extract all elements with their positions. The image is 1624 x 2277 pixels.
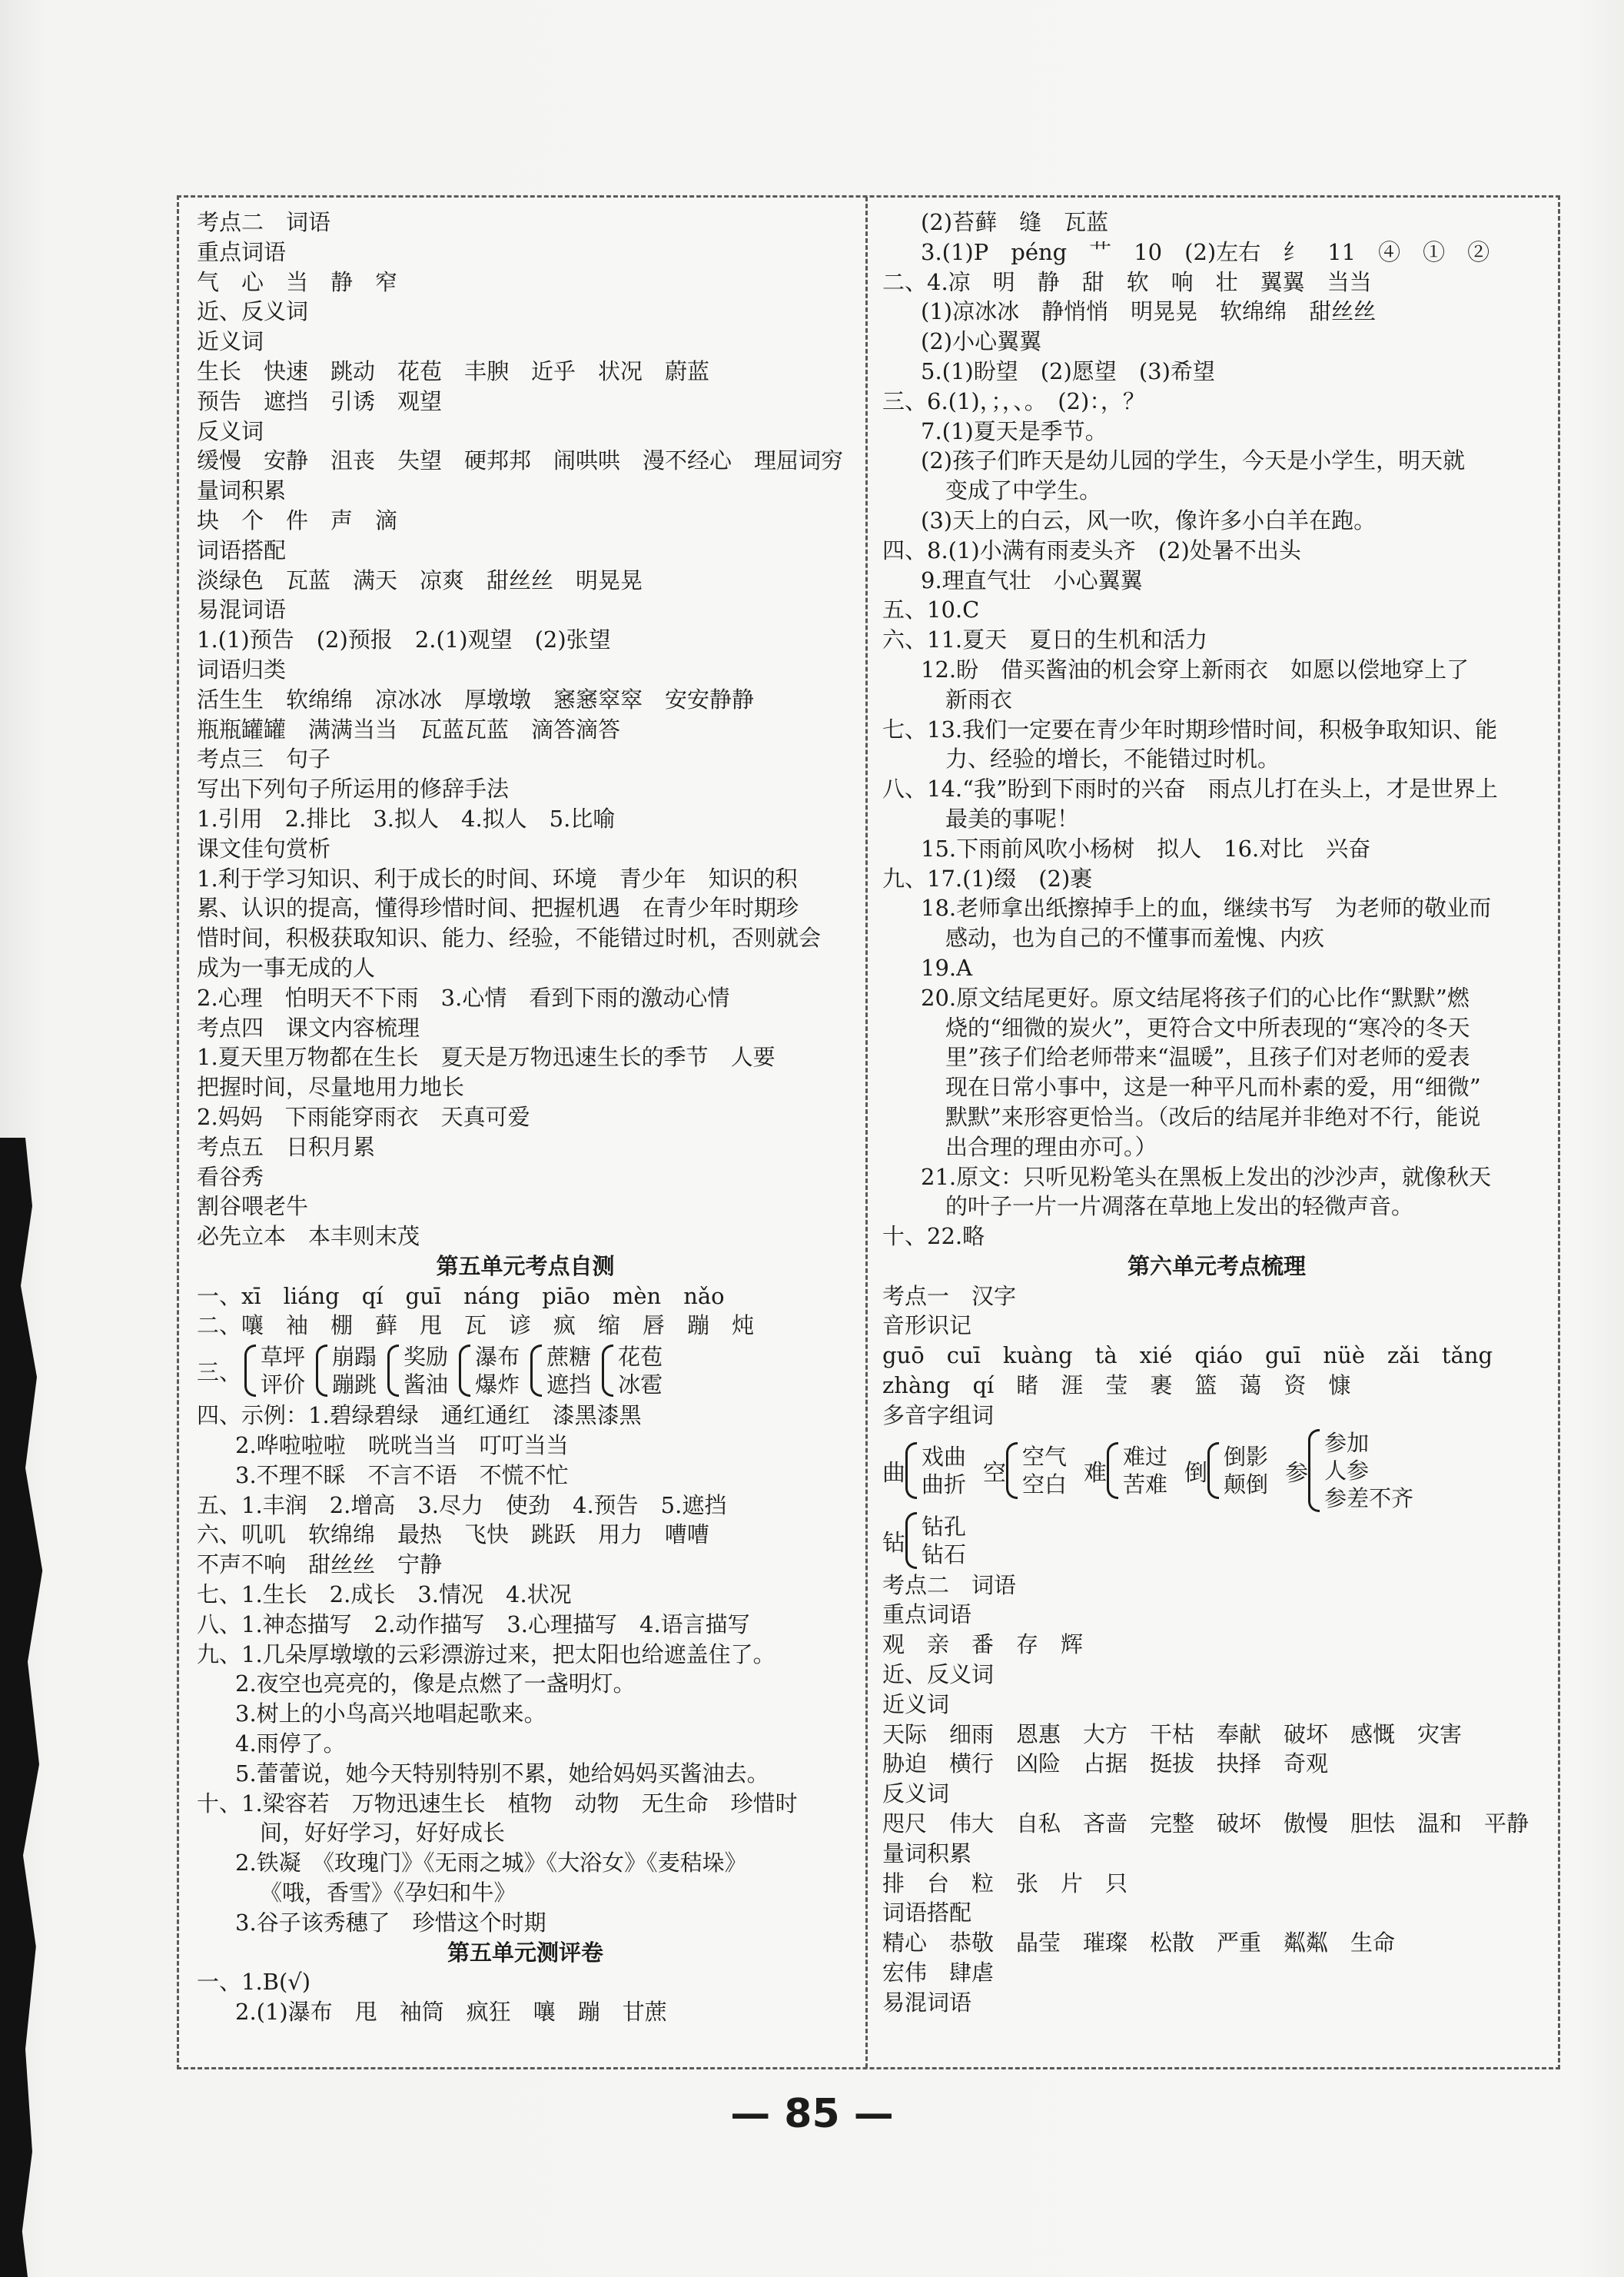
text-line: 咫尺 伟大 自私 吝啬 完整 破坏 傲慢 胆怯 温和 平静 bbox=[882, 1810, 1529, 1837]
text-line: 21.原文：只听见粉笔头在黑板上发出的沙沙声，就像秋天 bbox=[921, 1163, 1492, 1190]
polyphone-group bbox=[1084, 1442, 1167, 1499]
text-line: 2.哗啦啦啦 咣咣当当 叮叮当当 bbox=[235, 1432, 569, 1459]
column-divider bbox=[865, 197, 868, 2068]
text-line: 排 台 粒 张 片 只 bbox=[882, 1870, 1128, 1896]
text-line: 天际 细雨 恩惠 大方 干枯 奉献 破坏 感慨 灾害 bbox=[882, 1720, 1463, 1747]
brace-icon bbox=[1107, 1442, 1118, 1499]
polyphone-group bbox=[983, 1442, 1067, 1499]
pair-word: 奖励 bbox=[404, 1344, 449, 1371]
polyphone-word: 难过 bbox=[1123, 1443, 1168, 1470]
text-line: 18.老师拿出纸擦掉手上的血，继续书写 为老师的敬业而 bbox=[921, 895, 1492, 922]
text-line: 六、11.夏天 夏日的生机和活力 bbox=[882, 627, 1208, 653]
text-line: 五、10.C bbox=[882, 597, 980, 623]
polyphone-word: 空气 bbox=[1022, 1443, 1068, 1470]
polyphone-group bbox=[1184, 1442, 1268, 1499]
pair-word: 酱油 bbox=[404, 1371, 449, 1398]
section-title: 第五单元考点自测 bbox=[436, 1252, 615, 1279]
text-line: 必先立本 本丰则末茂 bbox=[197, 1223, 420, 1250]
pair-word: 蔗糖 bbox=[546, 1344, 592, 1371]
text-line: 考点三 句子 bbox=[197, 746, 331, 773]
pair-word: 蹦跳 bbox=[332, 1371, 377, 1398]
polyphone-char: 倒 bbox=[1184, 1459, 1208, 1487]
brace-icon bbox=[905, 1442, 917, 1499]
text-line: 新雨衣 bbox=[945, 686, 1013, 713]
pair-word: 草坪 bbox=[261, 1344, 306, 1371]
text-line: 反义词 bbox=[197, 417, 264, 444]
section-title: 第六单元考点梳理 bbox=[1127, 1252, 1306, 1279]
text-line: guō cuī kuàng tà xié qiáo guī nüè zǎi tǎng bbox=[882, 1342, 1493, 1369]
polyphone-word: 苦难 bbox=[1123, 1471, 1168, 1498]
text-line: 淡绿色 瓦蓝 满天 凉爽 甜丝丝 明晃晃 bbox=[197, 567, 643, 593]
text-line: 九、17.(1)缀 (2)裹 bbox=[882, 865, 1093, 892]
pair-word: 瀑布 bbox=[475, 1344, 520, 1371]
brace-icon bbox=[602, 1345, 613, 1397]
text-line: 二、嚷 袖 棚 藓 甩 瓦 谚 疯 缩 唇 蹦 炖 bbox=[197, 1312, 755, 1339]
brace-pairs-row bbox=[197, 1341, 854, 1401]
text-line: 十、1.梁容若 万物迅速生长 植物 动物 无生命 珍惜时 bbox=[197, 1790, 798, 1817]
text-line: 成为一事无成的人 bbox=[197, 954, 376, 981]
text-line: 一、1.B(√) bbox=[197, 1969, 311, 1996]
text-line: (2)孩子们昨天是幼儿园的学生，今天是小学生，明天就 bbox=[921, 447, 1466, 474]
text-line: 宏伟 肆虐 bbox=[882, 1960, 995, 1986]
polyphone-word: 人参 bbox=[1324, 1457, 1370, 1484]
text-line: 3.不理不睬 不言不语 不慌不忙 bbox=[235, 1461, 569, 1488]
text-line: 六、叽叽 软绵绵 最热 飞快 跳跃 用力 嘈嘈 bbox=[197, 1521, 710, 1548]
brace-icon bbox=[387, 1345, 399, 1397]
polyphone-group bbox=[1285, 1429, 1413, 1512]
text-line: 胁迫 横行 凶险 占据 挺拔 抉择 奇观 bbox=[882, 1750, 1329, 1777]
left-column bbox=[197, 208, 854, 2027]
text-line: 2.妈妈 下雨能穿雨衣 天真可爱 bbox=[197, 1103, 530, 1130]
text-line: 《哦，香雪》《孕妇和牛》 bbox=[260, 1880, 516, 1906]
text-line: 12.盼 借买酱油的机会穿上新雨衣 如愿以偿地穿上了 bbox=[921, 656, 1470, 683]
word-pair-group bbox=[459, 1343, 520, 1398]
polyphone-row bbox=[882, 1431, 1551, 1511]
text-line: 3.树上的小鸟高兴地唱起歌来。 bbox=[235, 1700, 546, 1727]
polyphone-word: 曲折 bbox=[922, 1471, 967, 1498]
polyphone-word: 钻石 bbox=[922, 1541, 967, 1567]
text-line: 20.原文结尾更好。原文结尾将孩子们的心比作“默默”燃 bbox=[921, 984, 1470, 1011]
text-line: 3.谷子该秀穗了 珍惜这个时期 bbox=[235, 1909, 546, 1936]
polyphone-word: 空白 bbox=[1022, 1471, 1068, 1498]
text-line: 词语归类 bbox=[197, 656, 287, 683]
text-line: 19.A bbox=[921, 954, 973, 981]
text-line: 八、14.“我”盼到下雨时的兴奋 雨点儿打在头上，才是世界上 bbox=[882, 776, 1498, 803]
text-line: 考点一 汉字 bbox=[882, 1282, 1017, 1309]
text-line: 变成了中学生。 bbox=[945, 477, 1102, 504]
text-line: 量词积累 bbox=[882, 1840, 972, 1866]
pair-word: 花苞 bbox=[618, 1344, 663, 1371]
text-line: 重点词语 bbox=[197, 238, 287, 265]
text-line: 观 亲 番 存 辉 bbox=[882, 1631, 1084, 1658]
text-line: 八、1.神态描写 2.动作描写 3.心理描写 4.语言描写 bbox=[197, 1611, 750, 1637]
text-line: 考点五 日积月累 bbox=[197, 1133, 376, 1160]
polyphone-char: 空 bbox=[983, 1459, 1007, 1487]
text-line: 里”孩子们给老师带来“温暖”，且孩子们对老师的爱表 bbox=[945, 1044, 1470, 1071]
text-line: (2)苔藓 缝 瓦蓝 bbox=[921, 209, 1109, 235]
text-line: (2)小心翼翼 bbox=[921, 328, 1042, 355]
polyphone-word: 颠倒 bbox=[1224, 1471, 1269, 1498]
brace-icon bbox=[530, 1345, 542, 1397]
text-line: 词语搭配 bbox=[882, 1900, 972, 1926]
text-line: 重点词语 bbox=[882, 1601, 972, 1628]
word-pair-group bbox=[316, 1343, 377, 1398]
text-line: 力、经验的增长，不能错过时机。 bbox=[945, 746, 1280, 773]
polyphone-char: 难 bbox=[1084, 1459, 1108, 1487]
text-line: 7.(1)夏天是季节。 bbox=[921, 417, 1108, 444]
text-line: 烧的“细微的炭火”，更符合文中所表现的“寒冷的冬天 bbox=[945, 1014, 1470, 1041]
text-line: 2.心理 怕明天不下雨 3.心情 看到下雨的激动心情 bbox=[197, 984, 730, 1011]
pair-word: 遮挡 bbox=[546, 1371, 592, 1398]
unit6-review-answers-cont bbox=[882, 1571, 1551, 2018]
text-line: 近义词 bbox=[882, 1690, 950, 1717]
text-line: 多音字组词 bbox=[882, 1401, 995, 1428]
brace-icon bbox=[905, 1512, 917, 1569]
text-line: 四、示例：1.碧绿碧绿 通红通红 漆黑漆黑 bbox=[197, 1402, 642, 1429]
text-line: 现在日常小事中，这是一种平凡而朴素的爱，用“细微” bbox=[945, 1074, 1481, 1101]
text-line: 气 心 当 静 窄 bbox=[197, 268, 398, 295]
text-line: 间，好好学习，好好成长 bbox=[260, 1820, 506, 1847]
polyphone-group bbox=[882, 1442, 966, 1499]
text-line: 预告 遮挡 引诱 观望 bbox=[197, 387, 443, 414]
text-line: 精心 恭敬 晶莹 璀璨 松散 严重 粼粼 生命 bbox=[882, 1930, 1396, 1956]
text-line: 反义词 bbox=[882, 1780, 950, 1807]
text-line: 十、22.略 bbox=[882, 1223, 985, 1250]
text-line: 1.(1)预告 (2)预报 2.(1)观望 (2)张望 bbox=[197, 627, 611, 653]
text-line: 考点二 词语 bbox=[197, 209, 331, 235]
unit5-selftest-answers-cont bbox=[197, 1401, 854, 1937]
word-pair-group bbox=[602, 1343, 663, 1398]
text-line: 量词积累 bbox=[197, 477, 287, 504]
polyphone-group bbox=[882, 1512, 966, 1569]
text-line: (3)天上的白云，风一吹，像许多小白羊在跑。 bbox=[921, 507, 1377, 534]
text-line: 五、1.丰润 2.增高 3.尽力 使劲 4.预告 5.遮挡 bbox=[197, 1491, 727, 1518]
text-line: zhàng qí 睹 涯 莹 裹 篮 蔼 资 慷 bbox=[882, 1372, 1351, 1399]
text-line: 感动，也为自己的不懂事而羞愧、内疚 bbox=[945, 925, 1325, 952]
text-line: 写出下列句子所运用的修辞手法 bbox=[197, 776, 510, 803]
text-line: 累、认识的提高，懂得珍惜时间、把握机遇 在青少年时期珍 bbox=[197, 895, 799, 922]
text-line: 把握时间，尽量地用力地长 bbox=[197, 1074, 465, 1101]
polyphone-word: 参加 bbox=[1324, 1429, 1370, 1456]
text-line: 看谷秀 bbox=[197, 1163, 264, 1190]
text-line: 易混词语 bbox=[197, 597, 287, 623]
text-line: 瓶瓶罐罐 满满当当 瓦蓝瓦蓝 滴答滴答 bbox=[197, 716, 621, 743]
brace-row-label: 三、 bbox=[197, 1358, 242, 1385]
text-line: 一、xī liáng qí guī náng piāo mèn nǎo bbox=[197, 1282, 725, 1309]
word-pair-group bbox=[530, 1343, 591, 1398]
right-column bbox=[882, 208, 1551, 2018]
text-line: 的叶子一片一片凋落在草地上发出的轻微声音。 bbox=[945, 1193, 1414, 1220]
text-line: 活生生 软绵绵 凉冰冰 厚墩墩 窸窸窣窣 安安静静 bbox=[197, 686, 755, 713]
text-line: 块 个 件 声 滴 bbox=[197, 507, 398, 534]
polyphone-word: 参差不齐 bbox=[1324, 1484, 1414, 1511]
text-line: 缓慢 安静 沮丧 失望 硬邦邦 闹哄哄 漫不经心 理屈词穷 bbox=[197, 447, 844, 474]
unit5-review-answers bbox=[197, 208, 854, 1252]
text-line: 2.夜空也亮亮的，像是点燃了一盏明灯。 bbox=[235, 1670, 636, 1697]
pair-word: 爆炸 bbox=[475, 1371, 520, 1398]
text-line: 最美的事呢！ bbox=[945, 805, 1080, 832]
polyphone-char: 钻 bbox=[882, 1529, 905, 1557]
text-line: 考点四 课文内容梳理 bbox=[197, 1014, 420, 1041]
word-pair-group bbox=[244, 1343, 305, 1398]
text-line: 考点二 词语 bbox=[882, 1571, 1017, 1598]
text-line: 易混词语 bbox=[882, 1989, 972, 2016]
text-line: 5.(1)盼望 (2)愿望 (3)希望 bbox=[921, 357, 1215, 384]
text-line: 课文佳句赏析 bbox=[197, 835, 331, 862]
text-line: 15.下雨前风吹小杨树 拟人 16.对比 兴奋 bbox=[921, 835, 1371, 862]
brace-icon bbox=[1308, 1429, 1320, 1512]
section-title: 第五单元测评卷 bbox=[447, 1939, 603, 1966]
brace-icon bbox=[316, 1345, 327, 1397]
text-line: 割谷喂老牛 bbox=[197, 1193, 309, 1220]
polyphone-char: 参 bbox=[1285, 1459, 1309, 1487]
text-line: 近义词 bbox=[197, 328, 264, 355]
text-line: 二、4.凉 明 静 甜 软 响 壮 翼翼 当当 bbox=[882, 268, 1372, 295]
text-line: 3.(1)P péng 艹 10 (2)左右 纟 11 ④ ① ② bbox=[921, 238, 1490, 265]
brace-icon bbox=[1006, 1442, 1018, 1499]
polyphone-word: 钻孔 bbox=[922, 1513, 967, 1540]
text-line: 惜时间，积极获取知识、能力、经验，不能错过时机，否则就会 bbox=[197, 925, 822, 952]
text-line: 九、1.几朵厚墩墩的云彩漂游过来，把太阳也给遮盖住了。 bbox=[197, 1640, 775, 1667]
unit6-review-answers bbox=[882, 1281, 1551, 1431]
text-line: 1.夏天里万物都在生长 夏天是万物迅速生长的季节 人要 bbox=[197, 1044, 775, 1071]
text-line: 生长 快速 跳动 花苞 丰腴 近乎 状况 蔚蓝 bbox=[197, 357, 710, 384]
pair-word: 评价 bbox=[261, 1371, 306, 1398]
text-line: 七、1.生长 2.成长 3.情况 4.状况 bbox=[197, 1581, 572, 1608]
text-line: 音形识记 bbox=[882, 1312, 972, 1339]
unit5-selftest-answers bbox=[197, 1281, 854, 1341]
brace-icon bbox=[459, 1345, 470, 1397]
text-line: 1.利于学习知识、利于成长的时间、环境 青少年 知识的积 bbox=[197, 865, 798, 892]
text-line: 出合理的理由亦可。） bbox=[945, 1133, 1157, 1160]
text-line: 词语搭配 bbox=[197, 537, 287, 563]
unit5-test-answers bbox=[197, 1967, 854, 2027]
text-line: 近、反义词 bbox=[197, 298, 309, 325]
polyphone-word: 戏曲 bbox=[922, 1443, 967, 1470]
brace-icon bbox=[244, 1345, 256, 1397]
unit5-test-answers-cont bbox=[882, 208, 1551, 1252]
word-pair-group bbox=[387, 1343, 448, 1398]
text-line: 不声不响 甜丝丝 宁静 bbox=[197, 1551, 443, 1578]
text-line: 9.理直气壮 小心翼翼 bbox=[921, 567, 1143, 593]
text-line: 2.铁凝 《玫瑰门》《无雨之城》《大浴女》《麦秸垛》 bbox=[235, 1850, 747, 1876]
text-line: 1.引用 2.排比 3.拟人 4.拟人 5.比喻 bbox=[197, 805, 616, 832]
polyphone-row-zuan bbox=[882, 1511, 1551, 1571]
page-number: — 85 — bbox=[730, 2091, 894, 2137]
text-line: 2.(1)瀑布 甩 袖筒 疯狂 嚷 蹦 甘蔗 bbox=[235, 1999, 667, 2026]
pair-word: 崩蹋 bbox=[332, 1344, 377, 1371]
text-line: 七、13.我们一定要在青少年时期珍惜时间，积极争取知识、能 bbox=[882, 716, 1498, 743]
pair-word: 冰雹 bbox=[618, 1371, 663, 1398]
text-line: 5.蕾蕾说，她今天特别特别不累，她给妈妈买酱油去。 bbox=[235, 1760, 769, 1787]
brace-icon bbox=[1207, 1442, 1219, 1499]
polyphone-word: 倒影 bbox=[1224, 1443, 1269, 1470]
text-line: 4.雨停了。 bbox=[235, 1730, 346, 1757]
text-line: (1)凉冰冰 静悄悄 明晃晃 软绵绵 甜丝丝 bbox=[921, 298, 1377, 325]
polyphone-char: 曲 bbox=[882, 1459, 905, 1487]
text-line: 四、8.(1)小满有雨麦头齐 (2)处暑不出头 bbox=[882, 537, 1301, 563]
text-line: 默默”来形容更恰当。（改后的结尾并非绝对不行，能说 bbox=[945, 1103, 1481, 1130]
text-line: 近、反义词 bbox=[882, 1661, 995, 1688]
text-line: 三、6.(1)，；，、。 (2)：，？ bbox=[882, 387, 1145, 414]
